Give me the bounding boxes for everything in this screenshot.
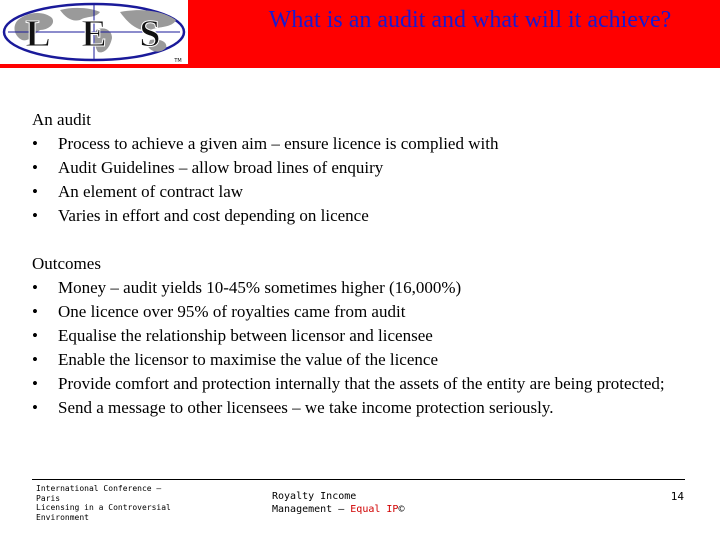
section-spacer	[32, 228, 692, 252]
logo-letter-s: S	[139, 13, 161, 55]
footer-conference-line: International Conference –	[36, 484, 162, 493]
audit-list	[32, 132, 692, 228]
slide-content	[32, 108, 692, 420]
list-item	[32, 132, 692, 156]
footer-copyright: ©	[398, 504, 405, 515]
bullet-icon: •	[32, 134, 38, 153]
audit-heading: An audit	[32, 110, 92, 129]
page-title: What is an audit and what will it achieve?	[268, 7, 672, 33]
list-item	[32, 348, 692, 372]
footer-equal-ip: Equal IP	[350, 504, 399, 515]
list-item-text: Enable the licensor to maximise the value of the licence	[58, 350, 438, 369]
list-item	[32, 372, 692, 396]
list-item-text: Equalise the relationship between licensor and licensee	[58, 326, 433, 345]
list-item-text: Process to achieve a given aim – ensure licence is complied with	[58, 134, 499, 153]
footer-conference	[36, 484, 186, 522]
footer-center-line-2	[272, 503, 472, 516]
bullet-icon: •	[32, 350, 38, 369]
bullet-icon: •	[32, 278, 38, 297]
list-item-text: Audit Guidelines – allow broad lines of enquiry	[58, 158, 384, 177]
globe-logo-icon	[0, 0, 188, 64]
footer-center-prefix: Management –	[272, 504, 351, 515]
footer-center	[272, 490, 472, 516]
outcomes-heading: Outcomes	[32, 254, 101, 273]
list-item	[32, 300, 692, 324]
list-item	[32, 156, 692, 180]
list-item-text: One licence over 95% of royalties came from audit	[58, 302, 406, 321]
bullet-icon: •	[32, 182, 38, 201]
footer-conference-line: Licensing in a Controversial	[36, 503, 171, 512]
logo-tm: TM	[174, 58, 182, 64]
bullet-icon: •	[32, 398, 38, 417]
bullet-icon: •	[32, 374, 38, 393]
list-item	[32, 324, 692, 348]
bullet-icon: •	[32, 302, 38, 321]
footer-conference-line: Paris	[36, 493, 61, 503]
list-item	[32, 276, 692, 300]
bullet-icon: •	[32, 206, 38, 225]
logo-letter-l: L	[25, 13, 51, 55]
footer-center-line: Royalty Income	[272, 491, 357, 502]
list-item	[32, 180, 692, 204]
list-item-text: An element of contract law	[58, 182, 244, 201]
outcomes-list	[32, 276, 692, 420]
footer-conference-line: Environment	[36, 512, 89, 522]
header-bar	[0, 0, 720, 68]
page-number: 14	[670, 490, 684, 503]
logo-letter-e: E	[81, 13, 107, 55]
list-item-text: Send a message to other licensees – we take income protection seriously.	[58, 398, 554, 417]
list-item	[32, 204, 692, 228]
list-item	[32, 396, 692, 420]
list-item-text: Money – audit yields 10-45% sometimes higher (16,000%)	[58, 278, 462, 297]
bullet-icon: •	[32, 326, 38, 345]
les-logo	[0, 0, 188, 64]
list-item-text: Provide comfort and protection internally that the assets of the entity are being protected;	[58, 374, 665, 393]
bullet-icon: •	[32, 158, 38, 177]
list-item-text: Varies in effort and cost depending on licence	[58, 206, 369, 225]
footer-divider	[32, 479, 685, 480]
